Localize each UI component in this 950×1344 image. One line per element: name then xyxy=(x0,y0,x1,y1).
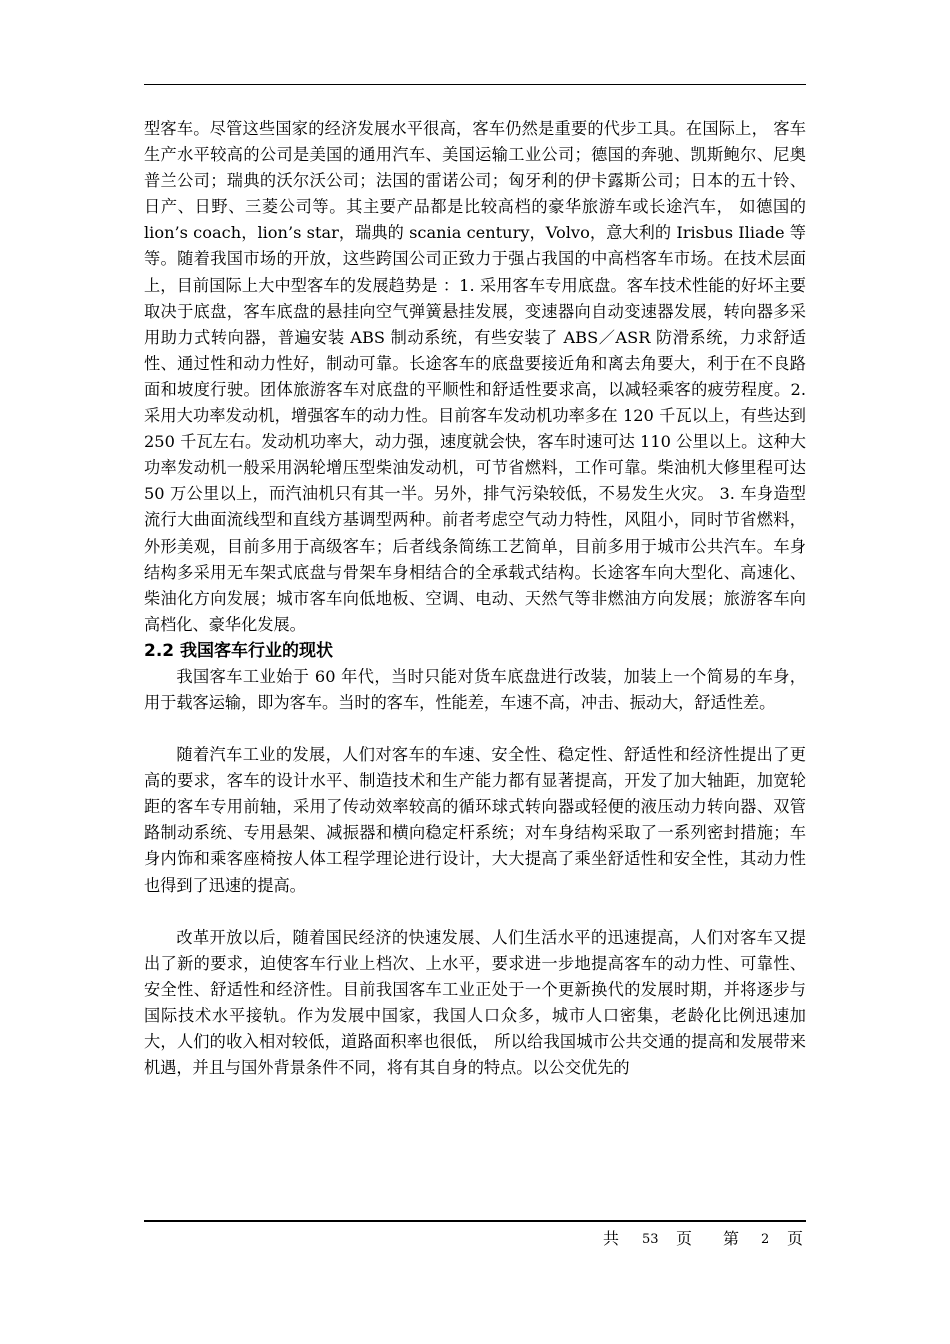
current-page: 2 xyxy=(761,1232,770,1247)
document-body xyxy=(144,116,806,1081)
page-unit: 页 xyxy=(787,1229,804,1248)
current-label: 第 xyxy=(723,1229,740,1248)
paragraph-spacer xyxy=(144,899,806,925)
paragraph: 改革开放以后，随着国民经济的快速发展、人们生活水平的迅速提高，人们对客车又提出了新的要求，迫使客车行业上档次、上水平，要求进一步地提高客车的动力性、可靠性、安全性、舒适性和经济性。目前我国客车工业正处于一个更新换代的发展时期，并将逐步与国际技术水平接轨。作为发展中国家，我国人口众多，城市人口密集，老龄化比例迅速加大，人们的收入相对较低，道路面积率也很低， 所以给我国城市公共交通的提高和发展带来机遇，并且与国外背景条件不同，将有其自身的特点。以公交优先的 xyxy=(144,927,806,1078)
paragraph: 随着汽车工业的发展，人们对客车的车速、安全性、稳定性、舒适性和经济性提出了更高的要求，客车的设计水平、制造技术和生产能力都有显著提高，开发了加大轴距，加宽轮距的客车专用前轴，采用了传动效率较高的循环球式转向器或轻便的液压动力转向器、双管路制动系统、专用悬架、减振器和横向稳定杆系统；对车身结构采取了一系列密封措施；车身内饰和乘客座椅按人体工程学理论进行设计，大大提高了乘坐舒适性和安全性，其动力性也得到了迅速的提高。 xyxy=(144,745,806,895)
total-label: 共 xyxy=(603,1229,620,1248)
header-rule xyxy=(144,84,806,85)
page-footer xyxy=(603,1226,806,1252)
paragraph: 型客车。尽管这些国家的经济发展水平很高，客车仍然是重要的代步工具。在国际上， 客车生产水平较高的公司是美国的通用汽车、美国运输工业公司；德国的奔驰、凯斯鲍尔、尼奥普兰公司；瑞典的沃尔沃公司；法国的雷诺公司；匈牙利的伊卡露斯公司；日本的五十铃、日产、日野、三菱公司等。其主要产品都是比较高档的豪华旅游车或长途汽车， 如德国的 lion’s coach，lion’s star，瑞典的 scania century，Volvo，意大利的 Irisbus Iliade 等等。随着我国市场的开放，这些跨国公司正致力于强占我国的中高档客车市场。在技术层面上，目前国际上大中型客车的发展趋势是 ：1. 采用客车专用底盘。客车技术性能的好坏主要取决于底盘，客车底盘的悬挂向空气弹簧悬挂发展，变速器向自动变速器发展，转向器多采用助力式转向器，普遍安装 ABS 制动系统，有些安装了 ABS／ASR 防滑系统，力求舒适性、通过性和动力性好，制动可靠。长途客车的底盘要接近角和离去角要大，利于在不良路面和坡度行驶。团体旅游客车对底盘的平顺性和舒适性要求高，以减轻乘客的疲劳程度。2. 采用大功率发动机，增强客车的动力性。目前客车发动机功率多在 120 千瓦以上，有些达到 250 千瓦左右。发动机功率大，动力强，速度就会快，客车时速可达 110 公里以上。这种大功率发动机一般采用涡轮增压型柴油发动机，可节省燃料，工作可靠。柴油机大修里程可达 50 万公里以上，而汽油机只有其一半。另外，排气污染较低，不易发生火灾。 3. 车身造型流行大曲面流线型和直线方基调型两种。前者考虑空气动力特性，风阻小，同时节省燃料，外形美观，目前多用于高级客车；后者线条简练工艺简单，目前多用于城市公共汽车。车身结构多采用无车架式底盘与骨架车身相结合的全承载式结构。长途客车向大型化、高速化、柴油化方向发展；城市客车向低地板、空调、电动、天然气等非燃油方向发展；旅游客车向高档化、豪华化发展。 xyxy=(144,119,806,634)
paragraph: 我国客车工业始于 60 年代，当时只能对货车底盘进行改装，加装上一个简易的车身，用于载客运输，即为客车。当时的客车，性能差，车速不高，冲击、振动大，舒适性差。 xyxy=(144,666,806,712)
page-unit: 页 xyxy=(676,1229,693,1248)
total-pages: 53 xyxy=(642,1232,659,1247)
footer-rule xyxy=(144,1220,806,1222)
paragraph-spacer xyxy=(144,716,806,742)
section-heading: 2.2 我国客车行业的现状 xyxy=(144,640,334,661)
